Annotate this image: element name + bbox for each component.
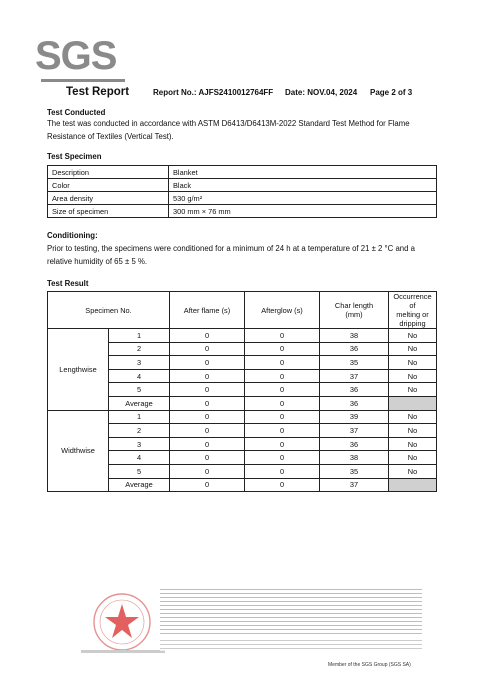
- occurrence-cell: No: [389, 464, 437, 478]
- char-length-cell: 37: [320, 369, 389, 383]
- test-result-heading: Test Result: [47, 279, 89, 288]
- specimen-no-cell: 2: [109, 342, 170, 356]
- col-specimen-no: Specimen No.: [48, 292, 170, 329]
- after-flame-cell: 0: [170, 342, 245, 356]
- afterglow-cell: 0: [245, 424, 320, 438]
- logo-underline: [41, 79, 125, 82]
- col-afterglow: Afterglow (s): [245, 292, 320, 329]
- table-header-row: [48, 292, 437, 329]
- after-flame-cell: 0: [170, 329, 245, 343]
- after-flame-cell: 0: [170, 396, 245, 410]
- table-row: [48, 179, 437, 192]
- page-number: Page 2 of 3: [370, 88, 413, 97]
- table-row: [48, 410, 437, 424]
- char-length-cell: 39: [320, 410, 389, 424]
- specimen-label: Area density: [48, 192, 169, 205]
- test-result-table: [47, 291, 437, 492]
- specimen-label: Size of specimen: [48, 205, 169, 218]
- char-length-cell: 36: [320, 437, 389, 451]
- char-length-cell: 36: [320, 396, 389, 410]
- conditioning-text: [47, 242, 439, 268]
- char-length-cell: 37: [320, 424, 389, 438]
- occurrence-cell: No: [389, 356, 437, 370]
- specimen-no-cell: 1: [109, 410, 170, 424]
- col-char-length: [320, 292, 389, 329]
- after-flame-cell: 0: [170, 424, 245, 438]
- specimen-value: 530 g/m²: [169, 192, 437, 205]
- result-body: [48, 329, 437, 492]
- occurrence-cell: [389, 478, 437, 492]
- group-label: Lengthwise: [48, 329, 109, 411]
- after-flame-cell: 0: [170, 369, 245, 383]
- afterglow-cell: 0: [245, 329, 320, 343]
- test-conducted-text: [47, 117, 439, 143]
- afterglow-cell: 0: [245, 356, 320, 370]
- table-row: [48, 329, 437, 343]
- afterglow-cell: 0: [245, 383, 320, 397]
- afterglow-cell: 0: [245, 451, 320, 465]
- char-length-cell: 38: [320, 329, 389, 343]
- conditioning-line-2: relative humidity of 65 ± 5 %.: [47, 257, 148, 266]
- occurrence-cell: No: [389, 383, 437, 397]
- afterglow-cell: 0: [245, 396, 320, 410]
- specimen-table: [47, 165, 437, 218]
- specimen-value: Black: [169, 179, 437, 192]
- specimen-no-cell: 5: [109, 383, 170, 397]
- after-flame-cell: 0: [170, 410, 245, 424]
- col-after-flame: After flame (s): [170, 292, 245, 329]
- after-flame-cell: 0: [170, 356, 245, 370]
- char-length-cell: 36: [320, 383, 389, 397]
- test-conducted-heading: Test Conducted: [47, 108, 106, 117]
- occurrence-cell: No: [389, 410, 437, 424]
- afterglow-cell: 0: [245, 410, 320, 424]
- char-length-line-2: (mm): [345, 310, 363, 319]
- report-title: Test Report: [66, 86, 130, 98]
- report-number: Report No.: AJFS2410012764FF: [153, 88, 274, 97]
- test-conducted-line-1: The test was conducted in accordance with ASTM D6413/D6413M-2022 Standard Test Method for Flame: [47, 119, 410, 128]
- afterglow-cell: 0: [245, 464, 320, 478]
- specimen-label: Description: [48, 166, 169, 179]
- conditioning-line-1: Prior to testing, the specimens were conditioned for a minimum of 24 h at a temperature of 21 ± 2 °C and a: [47, 244, 415, 253]
- after-flame-cell: 0: [170, 451, 245, 465]
- afterglow-cell: 0: [245, 342, 320, 356]
- specimen-no-cell: 3: [109, 437, 170, 451]
- char-length-cell: 35: [320, 356, 389, 370]
- afterglow-cell: 0: [245, 437, 320, 451]
- char-length-cell: 36: [320, 342, 389, 356]
- occurrence-line-2: melting or dripping: [396, 310, 429, 328]
- occurrence-cell: No: [389, 329, 437, 343]
- specimen-value: Blanket: [169, 166, 437, 179]
- char-length-line-1: Char length: [334, 301, 374, 310]
- specimen-no-cell: Average: [109, 478, 170, 492]
- specimen-value: 300 mm × 76 mm: [169, 205, 437, 218]
- col-occurrence: [389, 292, 437, 329]
- occurrence-cell: No: [389, 424, 437, 438]
- specimen-no-cell: 1: [109, 329, 170, 343]
- conditioning-heading: Conditioning:: [47, 231, 98, 240]
- after-flame-cell: 0: [170, 437, 245, 451]
- char-length-cell: 35: [320, 464, 389, 478]
- after-flame-cell: 0: [170, 464, 245, 478]
- char-length-cell: 37: [320, 478, 389, 492]
- group-label: Widthwise: [48, 410, 109, 492]
- occurrence-line-1: Occurrence of: [393, 292, 432, 310]
- report-date: Date: NOV.04, 2024: [285, 88, 358, 97]
- occurrence-cell: No: [389, 451, 437, 465]
- table-row: [48, 205, 437, 218]
- occurrence-cell: No: [389, 342, 437, 356]
- specimen-no-cell: 2: [109, 424, 170, 438]
- afterglow-cell: 0: [245, 478, 320, 492]
- table-row: [48, 192, 437, 205]
- specimen-no-cell: 4: [109, 369, 170, 383]
- seal-stamp: [75, 590, 170, 660]
- sgs-logo: [35, 36, 131, 84]
- test-specimen-heading: Test Specimen: [47, 152, 102, 161]
- report-header: [47, 86, 442, 100]
- table-row: [48, 166, 437, 179]
- char-length-cell: 38: [320, 451, 389, 465]
- specimen-label: Color: [48, 179, 169, 192]
- occurrence-cell: No: [389, 369, 437, 383]
- after-flame-cell: 0: [170, 478, 245, 492]
- test-conducted-line-2: Resistance of Textiles (Vertical Test).: [47, 132, 174, 141]
- sgs-group-member: Member of the SGS Group (SGS SA): [328, 662, 411, 668]
- occurrence-cell: No: [389, 437, 437, 451]
- after-flame-cell: 0: [170, 383, 245, 397]
- occurrence-cell: [389, 396, 437, 410]
- footer-disclaimer: [160, 588, 422, 651]
- specimen-no-cell: 5: [109, 464, 170, 478]
- afterglow-cell: 0: [245, 369, 320, 383]
- specimen-no-cell: 4: [109, 451, 170, 465]
- sgs-logo-text: SGS: [35, 34, 117, 78]
- specimen-no-cell: 3: [109, 356, 170, 370]
- specimen-no-cell: Average: [109, 396, 170, 410]
